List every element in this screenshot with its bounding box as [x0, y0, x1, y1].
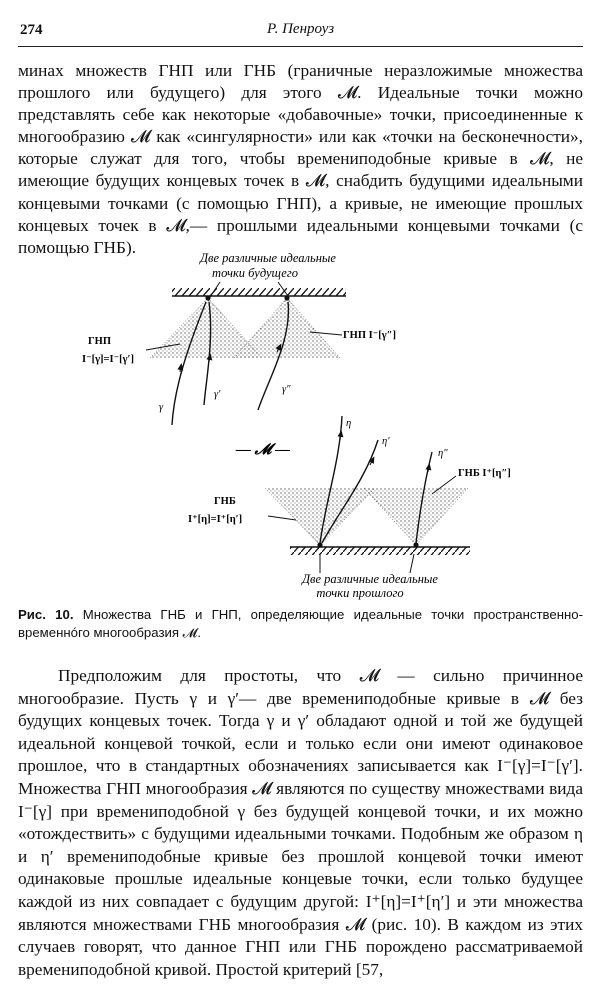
label-gnp-right: ГНП I⁻[γ″]	[343, 330, 396, 341]
label-gamma-dprime: γ″	[282, 384, 291, 395]
label-gamma-prime: γ′	[214, 389, 221, 400]
caption-prefix: Рис. 10.	[18, 607, 74, 622]
page-header	[18, 18, 583, 47]
future-ideal-point-2	[284, 295, 289, 300]
pointer-past-2	[410, 554, 414, 573]
future-ideal-point-1	[205, 295, 210, 300]
paragraph-1: минах множеств ГНП или ГНБ (граничные неразложимые множества прошлого или будущего) для этого 𝓜. Идеальные точки можно представлять себе как некоторые «добавочные» точки, присоединенные к многообразию 𝓜 как «сингулярности» или как «точки на бесконечности», которые служат для того, чтобы времениподобные кривые в 𝓜, не имеющие будущих концевых точек в 𝓜, снабдить будущими идеальными концевыми точками (с помощью ГНП), а кривые, не имеющие прошлых концевых точек в 𝓜,— прошлыми идеальными концевыми точками (с помощью ГНБ).	[18, 61, 583, 257]
label-gnp-left: ГНП	[88, 336, 112, 347]
label-gnb-left-equation: I⁺[η]=I⁺[η′]	[188, 514, 243, 525]
label-eta: η	[346, 418, 352, 429]
label-past-ideal-points-line2: точки прошлого	[316, 586, 404, 600]
gnb-cone-right	[364, 488, 468, 545]
caption-text: Множества ГНБ и ГНП, определяющие идеальные точки пространственно-временнóго многообразия 𝓜.	[18, 607, 583, 640]
past-ideal-point-1	[317, 542, 322, 547]
page-number: 274	[20, 22, 43, 38]
past-ideal-point-2	[413, 542, 418, 547]
label-future-ideal-points-line1: Две различные идеальные	[200, 251, 336, 265]
figure-caption	[18, 606, 583, 642]
past-boundary-hatch	[290, 547, 470, 555]
label-gamma: γ	[159, 402, 164, 413]
label-gnb-left: ГНБ	[214, 496, 236, 507]
gnb-cone-left	[265, 488, 375, 545]
future-boundary-hatch	[172, 288, 346, 296]
label-eta-prime: η′	[382, 436, 390, 447]
label-manifold: — 𝓜 —	[235, 442, 291, 458]
paragraph-2: Предположим для простоты, что 𝓜 — сильно причинное многообразие. Пусть γ и γ′— две времениподобные кривые в 𝓜 без будущих концевых точек. Тогда γ и γ′ обладают одной и той же будущей идеальной концевой точкой, если и только если они имеют одинаковое прошлое, что в стандартных обозначениях записывается как I⁻[γ]=I⁻[γ′]. Множества ГНП многообразия 𝓜 являются по существу множествами вида I⁻[γ] при времениподобной γ без будущей концевой точки, и их можно «отождествить» с будущими идеальными точками. Подобным же образом η и η′ времениподобные кривые без прошлой концевой точки имеют одинаковые прошлые идеальные концевые точки, если только будущее каждой из них совпадает с будущим другой: I⁺[η]=I⁺[η′] и эти множества являются множествами ГНБ многообразия 𝓜 (рис. 10). В каждом из этих случаев говорят, что данное ГНП или ГНБ порождено рассматриваемой времениподобной кривой. Простой критерий [57,	[18, 666, 583, 979]
label-gnb-right: ГНБ I⁺[η″]	[458, 468, 511, 479]
pointer-gnb-left	[268, 516, 296, 520]
figure-10-diagram	[0, 240, 600, 600]
label-eta-dprime: η″	[438, 448, 448, 459]
running-title: Р. Пенроуз	[266, 21, 335, 37]
label-past-ideal-points-line1: Две различные идеальные	[302, 572, 438, 586]
label-future-ideal-points-line2: точки будущего	[212, 266, 298, 280]
label-gnp-left-equation: I⁻[γ]=I⁻[γ′]	[82, 354, 135, 365]
curve-gamma-arrow	[180, 366, 181, 372]
